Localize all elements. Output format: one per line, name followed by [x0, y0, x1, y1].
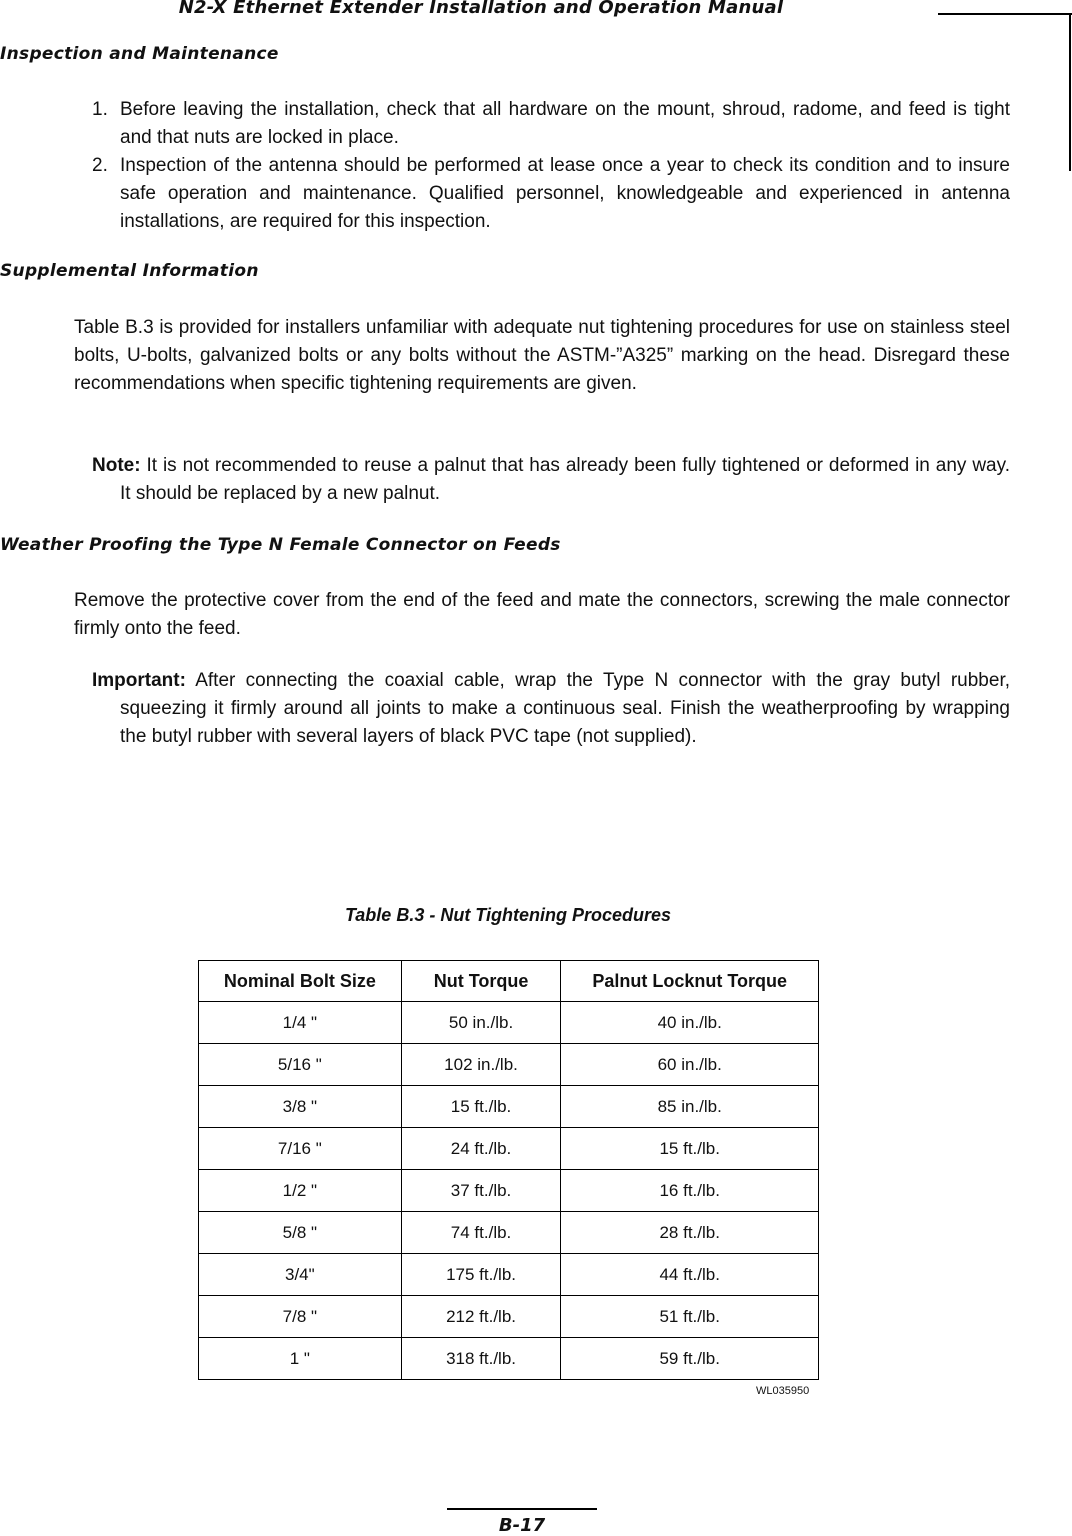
table-row — [199, 1128, 819, 1170]
palnut-torque-cell: 44 ft./lb. — [561, 1254, 819, 1296]
important-label: Important: — [92, 670, 186, 691]
palnut-torque-cell: 51 ft./lb. — [561, 1296, 819, 1338]
table-row — [199, 1254, 819, 1296]
nut-torque-cell: 102 in./lb. — [401, 1044, 561, 1086]
palnut-torque-cell: 28 ft./lb. — [561, 1212, 819, 1254]
nut-torque-cell: 50 in./lb. — [401, 1002, 561, 1044]
footer-rule — [447, 1508, 597, 1510]
list-item — [92, 96, 1010, 152]
note-text: It is not recommended to reuse a palnut that has already been fully tightened or deformed in any way. It should be replaced by a new palnut. — [120, 455, 1010, 504]
bolt-size-cell: 5/8 " — [199, 1212, 402, 1254]
table-row — [199, 1170, 819, 1212]
bolt-size-cell: 7/16 " — [199, 1128, 402, 1170]
column-header: Nominal Bolt Size — [199, 961, 402, 1002]
nut-torque-cell: 74 ft./lb. — [401, 1212, 561, 1254]
supplemental-paragraph: Table B.3 is provided for installers unfamiliar with adequate nut tightening procedures for use on stainless steel bolts, U-bolts, galvanized bolts or any bolts without the ASTM-”A325” marking on the head. Disregard these recommendations when specific tightening requirements are given. — [74, 317, 1010, 394]
list-item-text: Inspection of the antenna should be performed at lease once a year to check its condition and to insure safe operation and maintenance. Qualified personnel, knowledgeable and experienced in antenna installations, are required for this inspection. — [120, 155, 1010, 232]
table-row — [199, 1002, 819, 1044]
table-row — [199, 1044, 819, 1086]
palnut-torque-cell: 85 in./lb. — [561, 1086, 819, 1128]
list-item-number: 1. — [92, 99, 108, 120]
palnut-torque-cell: 59 ft./lb. — [561, 1338, 819, 1380]
note-paragraph — [92, 452, 1010, 508]
bolt-size-cell: 1/2 " — [199, 1170, 402, 1212]
important-text: After connecting the coaxial cable, wrap the Type N connector with the gray butyl rubber, squeezing it firmly around all joints to make a continuous seal. Finish the weatherproofing by wrapping the butyl rubber with several layers of black PVC tape (not supplied). — [120, 670, 1010, 747]
nut-tightening-table — [198, 960, 819, 1380]
palnut-torque-cell: 16 ft./lb. — [561, 1170, 819, 1212]
bolt-size-cell: 1 " — [199, 1338, 402, 1380]
figure-code: WL035950 — [756, 1385, 810, 1397]
bolt-size-cell: 5/16 " — [199, 1044, 402, 1086]
table-title: Table B.3 - Nut Tightening Procedures — [344, 905, 672, 925]
list-item-text: Before leaving the installation, check that all hardware on the mount, shroud, radome, and feed is tight and that nuts are locked in place. — [120, 99, 1010, 148]
table-row — [199, 1338, 819, 1380]
palnut-torque-cell: 60 in./lb. — [561, 1044, 819, 1086]
list-item — [92, 152, 1010, 236]
header-rule — [938, 13, 1072, 15]
nut-torque-cell: 37 ft./lb. — [401, 1170, 561, 1212]
table-row — [199, 1212, 819, 1254]
note-label: Note: — [92, 455, 141, 476]
weatherproofing-heading: Weather Proofing the Type N Female Connector on Feeds — [0, 535, 561, 555]
nut-torque-cell: 15 ft./lb. — [401, 1086, 561, 1128]
bolt-size-cell: 7/8 " — [199, 1296, 402, 1338]
table-header-row — [199, 961, 819, 1002]
palnut-torque-cell: 15 ft./lb. — [561, 1128, 819, 1170]
inspection-heading: Inspection and Maintenance — [0, 44, 279, 64]
palnut-torque-cell: 40 in./lb. — [561, 1002, 819, 1044]
nut-torque-cell: 175 ft./lb. — [401, 1254, 561, 1296]
nut-torque-cell: 318 ft./lb. — [401, 1338, 561, 1380]
table-row — [199, 1086, 819, 1128]
list-item-number: 2. — [92, 155, 108, 176]
table-row — [199, 1296, 819, 1338]
nut-torque-cell: 212 ft./lb. — [401, 1296, 561, 1338]
bolt-size-cell: 3/4" — [199, 1254, 402, 1296]
running-header-title: N2-X Ethernet Extender Installation and Operation Manual — [178, 0, 784, 18]
column-header: Nut Torque — [401, 961, 561, 1002]
bolt-size-cell: 1/4 " — [199, 1002, 402, 1044]
header-margin-rule — [1069, 13, 1071, 171]
supplemental-heading: Supplemental Information — [0, 261, 259, 281]
important-paragraph — [92, 667, 1010, 751]
bolt-size-cell: 3/8 " — [199, 1086, 402, 1128]
column-header: Palnut Locknut Torque — [561, 961, 819, 1002]
page-number: B-17 — [498, 1515, 546, 1536]
weatherproofing-paragraph: Remove the protective cover from the end of the feed and mate the connectors, screwing the male connector firmly onto the feed. — [74, 590, 1010, 639]
nut-torque-cell: 24 ft./lb. — [401, 1128, 561, 1170]
inspection-list — [92, 96, 1010, 236]
